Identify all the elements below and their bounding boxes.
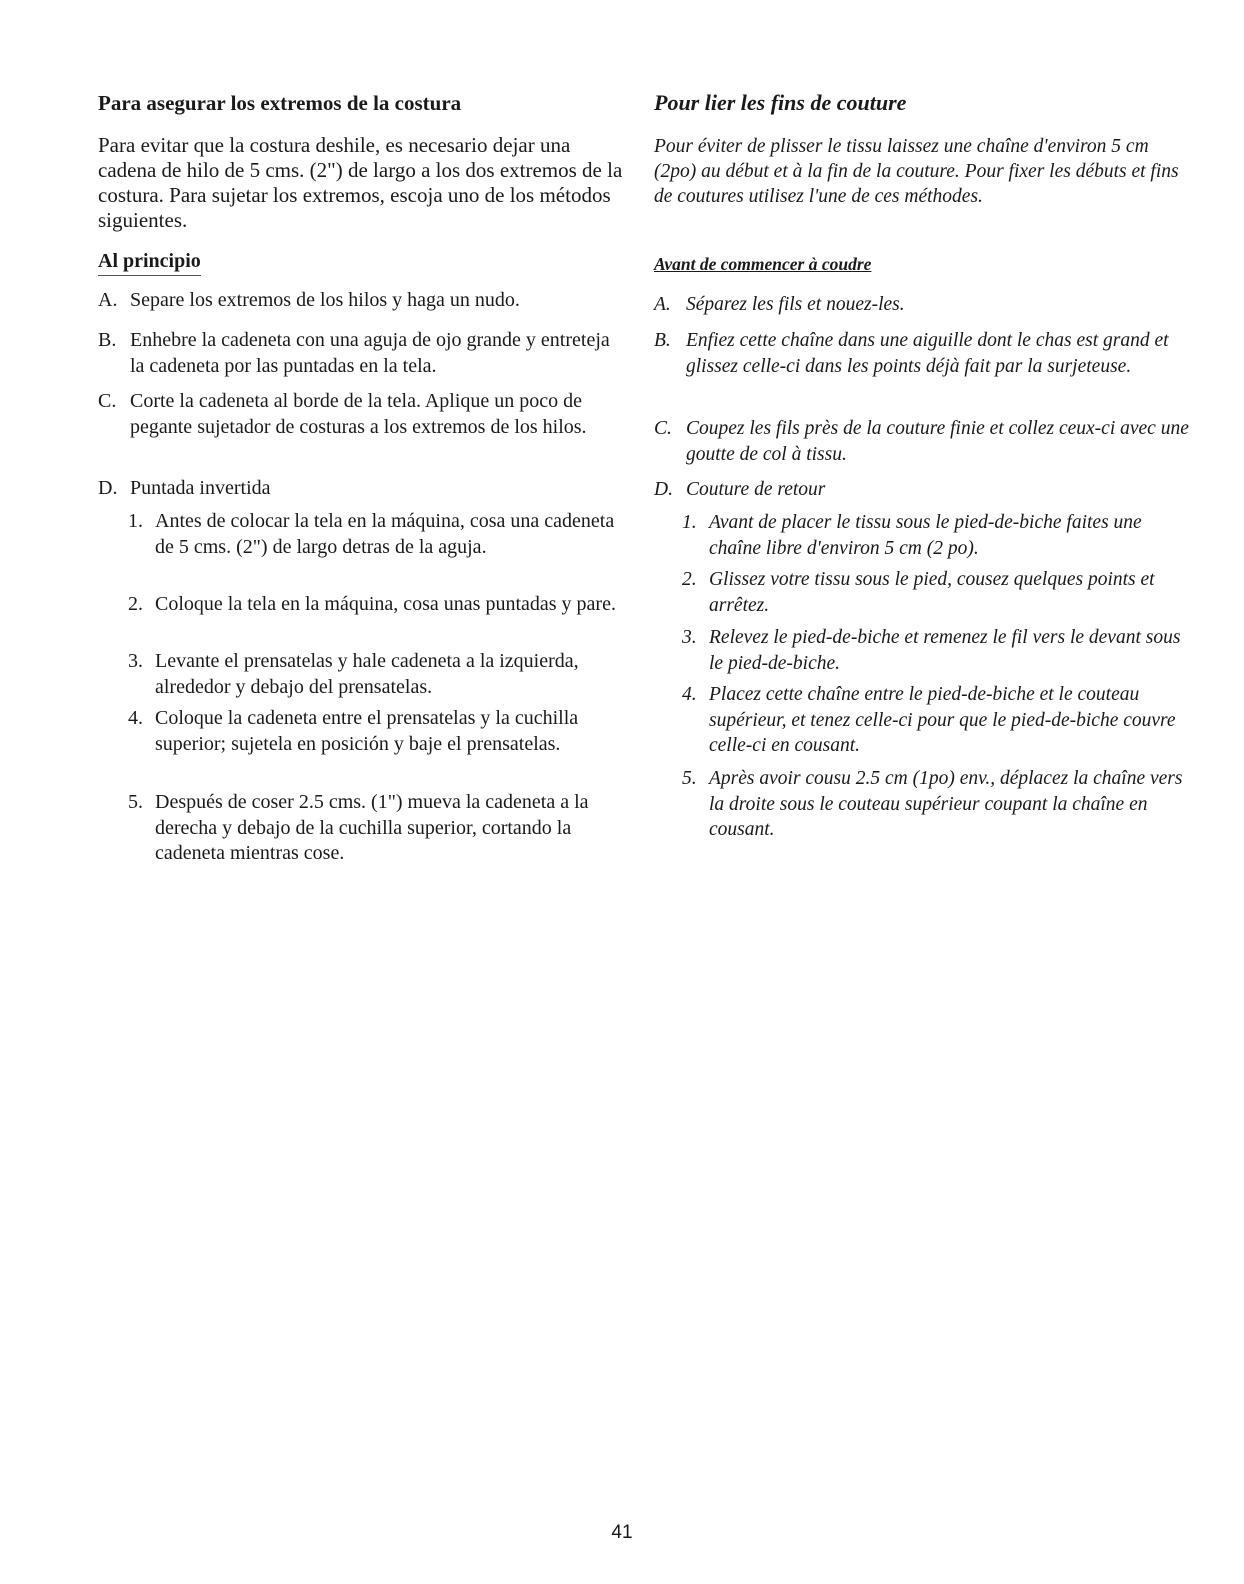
- page-number: 41: [611, 1522, 633, 1543]
- substep-text: Después de coser 2.5 cms. (1") mueva la cadeneta a la derecha y debajo de la cuchilla superior, cortando la cadeneta mientras cose.: [155, 791, 589, 864]
- substep-1-es: [128, 509, 628, 560]
- substep-text: Glissez votre tissu sous le pied, cousez quelques points et arrêtez.: [709, 569, 1155, 616]
- substep-4-es: [128, 706, 628, 757]
- substep-marker: 1.: [682, 512, 697, 533]
- substep-text: Antes de colocar la tela en la máquina, cosa una cadeneta de 5 cms. (2") de largo detras de la aguja.: [155, 510, 615, 558]
- intro-paragraph-es: Para evitar que la costura deshile, es necesario dejar una cadena de hilo de 5 cms. (2") de largo a los dos extremos de la costura. Para sujetar los extremos, escoja uno de los métodos siguientes.: [98, 133, 623, 232]
- step-marker: A.: [98, 289, 118, 311]
- step-c-fr: [654, 416, 1189, 467]
- step-text: Coupez les fils près de la couture finie et collez ceux-ci avec une goutte de col à tissu.: [686, 418, 1189, 465]
- step-text: Séparez les fils et nouez-les.: [686, 294, 905, 315]
- substep-5-fr: [682, 766, 1189, 843]
- substep-text: Coloque la tela en la máquina, cosa unas puntadas y pare.: [155, 593, 616, 615]
- substep-text: Placez cette chaîne entre le pied-de-biche et le couteau supérieur, et tenez celle-ci pour que le pied-de-biche couvre celle-ci en cousant.: [709, 684, 1176, 756]
- step-text: Couture de retour: [686, 479, 826, 500]
- step-b-fr: [654, 328, 1189, 379]
- section-title-fr: Pour lier les fins de couture: [654, 90, 907, 115]
- step-d-fr: [654, 477, 1189, 503]
- step-marker: C.: [654, 418, 672, 439]
- step-marker: A.: [654, 294, 671, 315]
- step-marker: B.: [98, 329, 117, 351]
- intro-paragraph-fr: Pour éviter de plisser le tissu laissez une chaîne d'environ 5 cm (2po) au début et à la fin de la couture. Pour fixer les débuts et fins de coutures utilisez l'une de ces méthodes.: [654, 136, 1179, 207]
- step-text: Puntada invertida: [130, 477, 271, 499]
- step-a-fr: [654, 292, 1189, 318]
- step-c-es: [98, 389, 628, 440]
- step-marker: C.: [98, 390, 117, 412]
- step-d-es: [98, 476, 628, 502]
- step-b-es: [98, 328, 628, 379]
- section-title-es: Para asegurar los extremos de la costura: [98, 91, 462, 115]
- step-marker: B.: [654, 330, 671, 351]
- substep-marker: 2.: [682, 569, 697, 590]
- substep-marker: 2.: [128, 593, 143, 615]
- substep-marker: 4.: [682, 684, 697, 705]
- substep-text: Relevez le pied-de-biche et remenez le fil vers le devant sous le pied-de-biche.: [709, 627, 1181, 674]
- step-text: Separe los extremos de los hilos y haga un nudo.: [130, 289, 520, 311]
- substep-marker: 3.: [128, 650, 143, 672]
- step-marker: D.: [654, 479, 673, 500]
- subheading-es: Al principio: [98, 249, 201, 276]
- substep-text: Coloque la cadeneta entre el prensatelas y la cuchilla superior; sujetela en posición y baje el prensatelas.: [155, 707, 579, 755]
- substep-3-es: [128, 649, 628, 700]
- substep-marker: 5.: [682, 768, 697, 789]
- substep-5-es: [128, 790, 628, 867]
- substep-2-es: [128, 592, 628, 618]
- substep-marker: 3.: [682, 627, 697, 648]
- step-a-es: [98, 288, 628, 314]
- substep-text: Avant de placer le tissu sous le pied-de-biche faites une chaîne libre d'environ 5 cm (2 po).: [709, 512, 1142, 559]
- substep-text: Après avoir cousu 2.5 cm (1po) env., déplacez la chaîne vers la droite sous le couteau supérieur coupant la chaîne en cousant.: [709, 768, 1183, 840]
- step-text: Enhebre la cadeneta con una aguja de ojo grande y entreteja la cadeneta por las puntadas en la tela.: [130, 329, 610, 377]
- substep-3-fr: [682, 625, 1189, 676]
- subheading-fr: Avant de commencer à coudre: [654, 254, 872, 274]
- substep-1-fr: [682, 510, 1189, 561]
- step-text: Corte la cadeneta al borde de la tela. Aplique un poco de pegante sujetador de costuras a los extremos de los hilos.: [130, 390, 587, 438]
- substep-marker: 4.: [128, 707, 143, 729]
- substep-2-fr: [682, 567, 1189, 618]
- substep-text: Levante el prensatelas y hale cadeneta a la izquierda, alrededor y debajo del prensatelas.: [155, 650, 579, 698]
- substep-marker: 1.: [128, 510, 143, 532]
- substep-4-fr: [682, 682, 1189, 759]
- step-marker: D.: [98, 477, 118, 499]
- substep-marker: 5.: [128, 791, 143, 813]
- step-text: Enfiez cette chaîne dans une aiguille dont le chas est grand et glissez celle-ci dans les points déjà fait par la surjeteuse.: [686, 330, 1169, 377]
